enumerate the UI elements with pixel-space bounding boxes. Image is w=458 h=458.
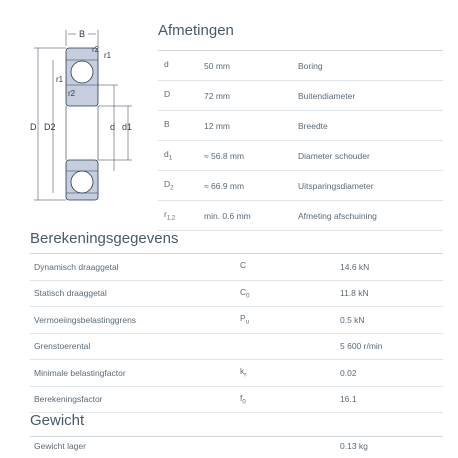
calculation-name: Berekeningsfactor: [34, 394, 103, 405]
dimensions-table: [158, 51, 443, 231]
ball-bottom: [71, 171, 93, 193]
dimension-description: Boring: [298, 60, 323, 71]
symbol: r: [164, 209, 167, 220]
dimension-value: 72 mm: [204, 90, 230, 101]
bearing-drawing: [20, 20, 145, 220]
dimension-description: Uitsparingsdiameter: [298, 180, 374, 191]
calculation-name: Dynamisch draaggetal: [34, 261, 119, 272]
dimension-symbol: [158, 59, 204, 72]
dimension-value: ≈ 66.9 mm: [204, 180, 245, 191]
symbol: D: [164, 179, 171, 190]
dimension-description: Afmeting afschuining: [298, 210, 377, 221]
symbol: d: [164, 59, 169, 70]
dimension-value: ≈ 56.8 mm: [204, 150, 245, 161]
dimension-symbol: [158, 149, 204, 162]
dimensions-section: [158, 18, 443, 231]
dimension-row: [158, 81, 443, 111]
calculation-symbol: [240, 366, 340, 379]
symbol: D: [164, 89, 171, 100]
calculation-row: [30, 307, 443, 334]
weight-table: [30, 437, 443, 455]
symbol-subscript: u: [245, 320, 250, 327]
calculation-symbol: [240, 287, 340, 300]
symbol-subscript: 0: [242, 399, 246, 406]
symbol: k: [240, 366, 245, 377]
weight-value: 0.13 kg: [340, 441, 368, 451]
dimension-row: [158, 171, 443, 201]
calculation-table: [30, 254, 443, 413]
dimension-value: min. 0.6 mm: [204, 210, 251, 221]
label-recess-diameter: D2: [44, 122, 56, 132]
symbol-subscript: 2: [170, 185, 174, 192]
dimension-value: 50 mm: [204, 60, 230, 71]
calculation-value: 14.6 kN: [340, 261, 370, 272]
calculation-symbol: [240, 393, 340, 406]
label-r2-top: r2: [92, 45, 100, 54]
label-shoulder-diameter: d1: [122, 122, 133, 132]
label-r1-top: r1: [104, 51, 112, 60]
label-r1-left: r1: [56, 75, 64, 84]
calculation-row: [30, 334, 443, 361]
dimension-value: 12 mm: [204, 120, 230, 131]
calculation-symbol: [240, 313, 340, 326]
dimension-symbol: [158, 209, 204, 222]
calculation-value: 11.8 kN: [340, 288, 369, 299]
dimension-symbol: [158, 179, 204, 192]
dimension-description: Breedte: [298, 120, 328, 131]
weight-row: [30, 437, 443, 455]
symbol: d: [164, 149, 169, 160]
dimension-symbol: [158, 89, 204, 102]
weight-title: Gewicht: [30, 410, 443, 437]
calculation-value: 5 600 r/min: [340, 341, 383, 352]
symbol-subscript: r: [244, 373, 247, 380]
symbol-subscript: 1,2: [166, 215, 176, 222]
symbol-subscript: 1: [168, 155, 173, 162]
dimension-symbol: [158, 119, 204, 132]
calculation-row: [30, 254, 443, 281]
calculation-symbol: [240, 260, 340, 273]
dimension-description: Diameter schouder: [298, 150, 370, 161]
symbol: f: [240, 392, 243, 403]
symbol: B: [164, 119, 170, 130]
calculation-value: 0.02: [340, 367, 357, 378]
calculation-name: Statisch draaggetal: [34, 288, 107, 299]
calculation-value: 16.1: [340, 394, 357, 405]
label-bore-diameter: d: [110, 122, 116, 132]
calculation-name: Minimale belastingfactor: [34, 367, 126, 378]
symbol: P: [240, 313, 246, 324]
dimensions-title: Afmetingen: [158, 18, 443, 51]
bearing-cross-section: [20, 20, 145, 220]
dimension-row: [158, 201, 443, 231]
symbol: C: [240, 260, 247, 271]
calculation-name: Vermoeiingsbelastinggrens: [34, 314, 137, 325]
calculation-section: [30, 228, 443, 413]
dimension-row: [158, 51, 443, 81]
label-outer-diameter: D: [30, 122, 37, 132]
symbol: C: [240, 286, 247, 297]
calculation-row: [30, 281, 443, 308]
calculation-value: 0.5 kN: [340, 314, 365, 325]
dimension-row: [158, 111, 443, 141]
weight-section: [30, 410, 443, 455]
calculation-row: [30, 360, 443, 387]
dimension-row: [158, 141, 443, 171]
calculation-name: Grenstoerental: [34, 341, 91, 352]
ball-top: [71, 61, 93, 83]
weight-name: Gewicht lager: [34, 441, 86, 451]
symbol-subscript: 0: [246, 293, 250, 300]
calculation-title: Berekeningsgegevens: [30, 228, 443, 254]
label-r2-left: r2: [68, 89, 76, 98]
dimension-description: Buitendiameter: [298, 90, 356, 101]
label-b: B: [78, 29, 86, 39]
